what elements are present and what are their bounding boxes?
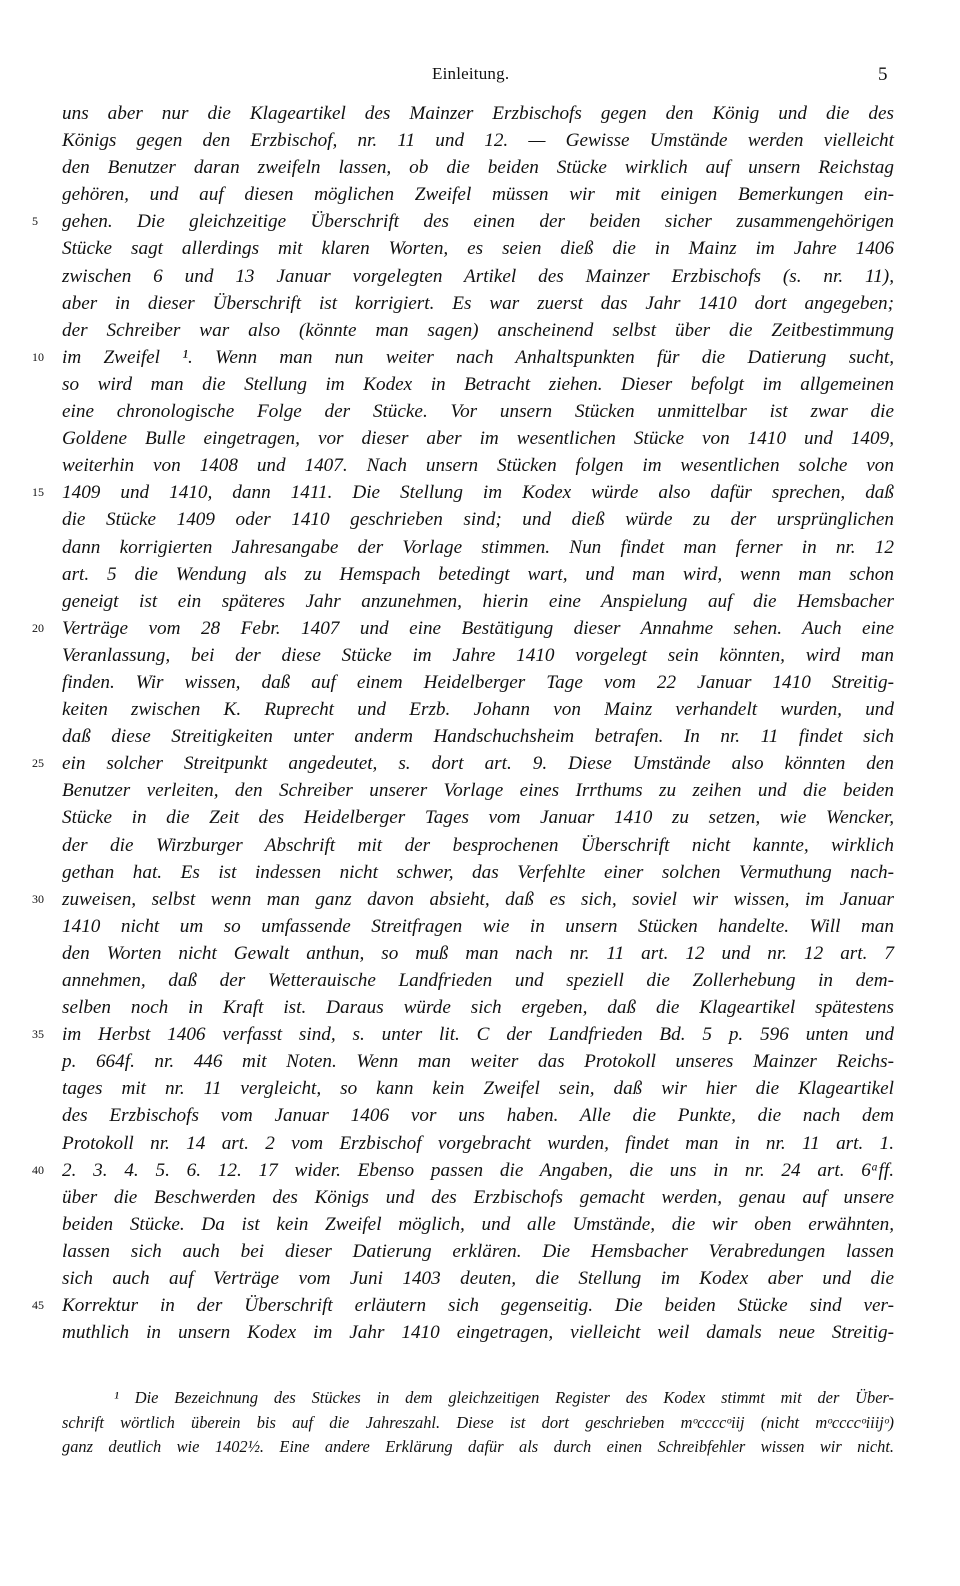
text-line: [32, 750, 894, 777]
line-text: weiterhin von 1408 und 1407. Nach unsern Stücken folgen im wesentlichen solche von: [62, 455, 894, 477]
line-text: Verträge vom 28 Febr. 1407 und eine Bestätigung dieser Annahme sehen. Auch eine: [62, 617, 894, 639]
text-line: [62, 154, 894, 181]
line-text: Königs gegen den Erzbischof, nr. 11 und 12. — Gewisse Umstände werden vielleicht: [62, 130, 894, 152]
text-line: [62, 452, 894, 479]
line-text: Protokoll nr. 14 art. 2 vom Erzbischof vorgebracht wurden, findet man in nr. 11 art. 1.: [62, 1132, 894, 1154]
line-text: daß diese Streitigkeiten unter anderm Handschuchsheim betrafen. In nr. 11 findet sich: [62, 726, 894, 748]
text-line: [32, 344, 894, 371]
text-line: [32, 1021, 894, 1048]
text-line: [62, 804, 894, 831]
line-text: keiten zwischen K. Ruprecht und Erzb. Johann von Mainz verhandelt wurden, und: [62, 699, 894, 721]
line-text: dann korrigierten Jahresangabe der Vorlage stimmen. Nun findet man ferner in nr. 12: [62, 536, 894, 558]
line-text: im Zweifel ¹. Wenn man nun weiter nach Anhaltspunkten für die Datierung sucht,: [62, 346, 894, 368]
line-text: zuweisen, selbst wenn man ganz davon absieht, daß es sich, soviel wir wissen, im Januar: [62, 888, 894, 910]
line-text: 1410 nicht um so umfassende Streitfragen wie in unsern Stücken handelte. Will man: [62, 915, 894, 937]
footnote-line: ganz deutlich wie 1402½. Eine andere Erklärung dafür als durch einen Schreibfehler wissen wir nicht.: [62, 1437, 894, 1456]
text-line: [62, 832, 894, 859]
text-line: [62, 398, 894, 425]
body-text: [32, 100, 894, 1346]
text-line: [32, 208, 894, 235]
text-line: [62, 642, 894, 669]
footnote-line: ¹ Die Bezeichnung des Stückes in dem gleichzeitigen Register des Kodex stimmt mit der Über-: [114, 1388, 894, 1407]
text-line: [62, 534, 894, 561]
text-line: [62, 263, 894, 290]
text-line: [62, 913, 894, 940]
line-text: den Benutzer daran zweifeln lassen, ob die beiden Stücke wirklich auf unsern Reichstag: [62, 157, 894, 179]
text-line: [62, 1319, 894, 1346]
line-number: 45: [32, 1298, 44, 1313]
text-line: [62, 777, 894, 804]
text-line: [62, 1130, 894, 1157]
line-text: der die Wirzburger Abschrift mit der besprochenen Überschrift nicht kannte, wirklich: [62, 834, 894, 856]
text-line: [62, 100, 894, 127]
line-text: muthlich in unsern Kodex im Jahr 1410 eingetragen, vielleicht weil damals neue Streitig-: [62, 1322, 894, 1344]
text-line: [62, 1184, 894, 1211]
line-text: so wird man die Stellung im Kodex in Betracht ziehen. Dieser befolgt im allgemeinen: [62, 373, 894, 395]
text-line: [32, 615, 894, 642]
text-line: [62, 425, 894, 452]
text-line: [62, 181, 894, 208]
line-text: gehen. Die gleichzeitige Überschrift des einen der beiden sicher zusammengehörigen: [62, 211, 894, 233]
line-text: eine chronologische Folge der Stücke. Vor unsern Stücken unmittelbar ist zwar die: [62, 401, 894, 423]
line-text: Benutzer verleiten, den Schreiber unserer Vorlage eines Irrthums zu zeihen und die beiden: [62, 780, 894, 802]
line-number: 35: [32, 1027, 44, 1042]
line-text: Stücke sagt allerdings mit klaren Worten, es seien dieß die in Mainz im Jahre 1406: [62, 238, 894, 260]
line-text: Veranlassung, bei der diese Stücke im Jahre 1410 vorgelegt sein könnten, wird man: [62, 644, 894, 666]
line-text: finden. Wir wissen, daß auf einem Heidelberger Tage vom 22 Januar 1410 Streitig-: [62, 671, 894, 693]
line-text: art. 5 die Wendung als zu Hemspach betedingt wart, und man wird, wenn man schon: [62, 563, 894, 585]
line-text: geneigt ist ein späteres Jahr anzunehmen, hierin eine Anspielung auf die Hemsbacher: [62, 590, 894, 612]
text-line: [32, 479, 894, 506]
line-text: 2. 3. 4. 5. 6. 12. 17 wider. Ebenso passen die Angaben, die uns in nr. 24 art. 6ᵃff.: [62, 1159, 894, 1181]
text-line: [62, 371, 894, 398]
line-text: 1409 und 1410, dann 1411. Die Stellung im Kodex würde also dafür sprechen, daß: [62, 482, 894, 504]
line-text: Stücke in die Zeit des Heidelberger Tages vom Januar 1410 zu setzen, wie Wencker,: [62, 807, 894, 829]
text-line: [62, 696, 894, 723]
text-line: [62, 1211, 894, 1238]
text-line: [62, 669, 894, 696]
text-line: [32, 1292, 894, 1319]
line-text: p. 664f. nr. 446 mit Noten. Wenn man weiter das Protokoll unseres Mainzer Reichs-: [62, 1051, 894, 1073]
text-line: [62, 290, 894, 317]
text-line: [62, 940, 894, 967]
text-line: [62, 317, 894, 344]
text-line: [62, 1102, 894, 1129]
text-line: [62, 859, 894, 886]
line-text: zwischen 6 und 13 Januar vorgelegten Artikel des Mainzer Erzbischofs (s. nr. 11),: [62, 265, 894, 287]
line-text: lassen sich auch bei dieser Datierung erklären. Die Hemsbacher Verabredungen lassen: [62, 1240, 894, 1262]
line-number: 15: [32, 485, 44, 500]
line-text: über die Beschwerden des Königs und des Erzbischofs gemacht werden, genau auf unsere: [62, 1186, 894, 1208]
text-line: [62, 127, 894, 154]
line-text: tages mit nr. 11 vergleicht, so kann kein Zweifel sein, daß wir hier die Klageartikel: [62, 1078, 894, 1100]
text-line: [62, 588, 894, 615]
page-number: 5: [878, 64, 888, 85]
footnote-line: schrift wörtlich überein bis auf die Jahreszahl. Diese ist dort geschrieben mᵒccccᵒiij (nicht mᵒccccᵒiiijᵒ): [62, 1412, 894, 1432]
line-number: 20: [32, 620, 44, 635]
line-number: 40: [32, 1162, 44, 1177]
line-text: gethan hat. Es ist indessen nicht schwer, das Verfehlte einer solchen Vermuthung nach-: [62, 861, 894, 883]
text-line: [62, 561, 894, 588]
text-line: [32, 886, 894, 913]
footnotes: [62, 1386, 894, 1460]
running-head: Einleitung.: [432, 64, 510, 83]
text-line: [62, 1265, 894, 1292]
line-text: ein solcher Streitpunkt angedeutet, s. dort art. 9. Diese Umstände also könnten den: [62, 753, 894, 775]
line-text: sich auch auf Verträge vom Juni 1403 deuten, die Stellung im Kodex aber und die: [62, 1268, 894, 1290]
text-line: [62, 235, 894, 262]
line-text: im Herbst 1406 verfasst sind, s. unter lit. C der Landfrieden Bd. 5 p. 596 unten und: [62, 1024, 894, 1046]
line-text: gehören, und auf diesen möglichen Zweifel müssen wir mit einigen Bemerkungen ein-: [62, 184, 894, 206]
line-text: des Erzbischofs vom Januar 1406 vor uns haben. Alle die Punkte, die nach dem: [62, 1105, 894, 1127]
line-text: Goldene Bulle eingetragen, vor dieser aber im wesentlichen Stücke von 1410 und 1409,: [62, 428, 894, 450]
line-text: Korrektur in der Überschrift erläutern sich gegenseitig. Die beiden Stücke sind ver-: [62, 1295, 894, 1317]
line-text: aber in dieser Überschrift ist korrigiert. Es war zuerst das Jahr 1410 dort angegeben;: [62, 292, 894, 314]
line-number: 30: [32, 891, 44, 906]
text-line: [62, 967, 894, 994]
line-number: 5: [32, 214, 38, 229]
text-line: [62, 1048, 894, 1075]
line-number: 25: [32, 756, 44, 771]
text-line: [62, 506, 894, 533]
line-text: beiden Stücke. Da ist kein Zweifel möglich, und alle Umstände, die wir oben erwähnten,: [62, 1213, 894, 1235]
line-number: 10: [32, 349, 44, 364]
line-text: selben noch in Kraft ist. Daraus würde sich ergeben, daß die Klageartikel spätestens: [62, 997, 894, 1019]
text-line: [62, 1075, 894, 1102]
line-text: annehmen, daß der Wetterauische Landfrieden und speziell die Zollerhebung in dem-: [62, 970, 894, 991]
text-line: [62, 1238, 894, 1265]
line-text: den Worten nicht Gewalt anthun, so muß man nach nr. 11 art. 12 und nr. 12 art. 7: [62, 942, 894, 964]
text-line: [32, 1157, 894, 1184]
line-text: uns aber nur die Klageartikel des Mainzer Erzbischofs gegen den König und die des: [62, 103, 894, 124]
line-text: die Stücke 1409 oder 1410 geschrieben sind; und dieß würde zu der ursprünglichen: [62, 509, 894, 531]
text-line: [62, 723, 894, 750]
line-text: der Schreiber war also (könnte man sagen) anscheinend selbst über die Zeitbestimmung: [62, 319, 894, 341]
text-line: [62, 994, 894, 1021]
